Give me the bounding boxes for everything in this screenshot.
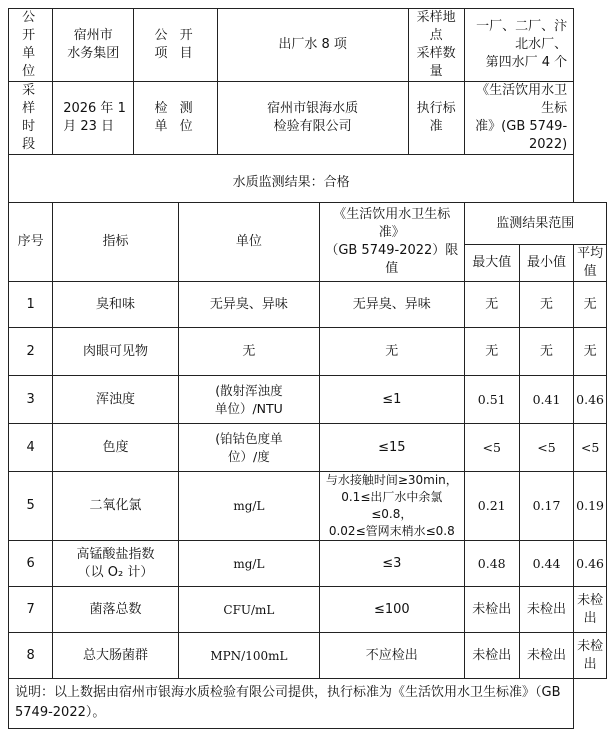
row-min: 无 (519, 328, 573, 376)
water-quality-table (8, 8, 607, 729)
table-row (9, 282, 607, 328)
row-indicator: 高锰酸盐指数 （以 O₂ 计） (53, 541, 179, 587)
row-min: 0.17 (519, 472, 573, 541)
table-row (9, 328, 607, 376)
testing-unit-value: 宿州市银海水质 检验有限公司 (217, 82, 408, 155)
row-seq: 6 (9, 541, 53, 587)
publish-item-label: 公 开 项 目 (134, 9, 217, 82)
row-avg: 0.19 (574, 472, 607, 541)
row-min: 无 (519, 282, 573, 328)
row-unit: (散射浑浊度 单位）/NTU (178, 376, 319, 424)
row-limit: 与水接触时间≥30min， 0.1≤出厂水中余氯≤0.8， 0.02≤管网末梢水≤0.8 (320, 472, 465, 541)
publish-unit-value: 宿州市 水务集团 (53, 9, 134, 82)
standard-value: 《生活饮用水卫生标 准》(GB 5749-2022) (464, 82, 574, 155)
sampling-period-value: 2026 年 1 月 23 日 (53, 82, 134, 155)
row-limit: ≤100 (320, 587, 465, 633)
row-seq: 2 (9, 328, 53, 376)
row-avg: 无 (574, 282, 607, 328)
testing-unit-label: 检 测 单 位 (134, 82, 217, 155)
row-indicator: 二氧化氯 (53, 472, 179, 541)
sampling-location-label: 采样地点 采样数量 (408, 9, 464, 82)
table-row (9, 424, 607, 472)
row-avg: 无 (574, 328, 607, 376)
row-min: 0.44 (519, 541, 573, 587)
spacer-row (9, 155, 607, 165)
col-seq: 序号 (9, 203, 53, 282)
result-banner: 水质监测结果：合格 (9, 165, 574, 203)
row-seq: 1 (9, 282, 53, 328)
row-min: 0.41 (519, 376, 573, 424)
row-unit: 无 (178, 328, 319, 376)
col-min: 最小值 (519, 245, 573, 282)
col-max: 最大值 (464, 245, 519, 282)
row-unit: mg/L (178, 541, 319, 587)
row-max: 0.21 (464, 472, 519, 541)
row-unit: MPN/100mL (178, 633, 319, 679)
row-unit: (铂钴色度单 位）/度 (178, 424, 319, 472)
col-range: 监测结果范围 (464, 203, 606, 245)
row-limit: 无异臭、异味 (320, 282, 465, 328)
column-header-row-1 (9, 203, 607, 245)
row-seq: 5 (9, 472, 53, 541)
publish-item-value: 出厂水 8 项 (217, 9, 408, 82)
row-unit: 无异臭、异味 (178, 282, 319, 328)
row-avg: 未检出 (574, 587, 607, 633)
col-indicator: 指标 (53, 203, 179, 282)
row-indicator: 肉眼可见物 (53, 328, 179, 376)
row-max: 未检出 (464, 587, 519, 633)
spacer-cell (9, 155, 574, 165)
footnote: 说明：以上数据由宿州市银海水质检验有限公司提供，执行标准为《生活饮用水卫生标准》（GB 5749-2022）。 (9, 679, 574, 729)
row-min: <5 (519, 424, 573, 472)
row-max: 无 (464, 282, 519, 328)
row-seq: 7 (9, 587, 53, 633)
row-limit: 不应检出 (320, 633, 465, 679)
row-indicator: 臭和味 (53, 282, 179, 328)
note-row (9, 679, 607, 729)
row-min: 未检出 (519, 587, 573, 633)
row-unit: CFU/mL (178, 587, 319, 633)
row-indicator: 总大肠菌群 (53, 633, 179, 679)
row-limit: ≤3 (320, 541, 465, 587)
row-avg: 0.46 (574, 376, 607, 424)
header-row-2 (9, 82, 607, 155)
row-min: 未检出 (519, 633, 573, 679)
row-limit: ≤15 (320, 424, 465, 472)
sampling-location-value: 一厂、二厂、汴北水厂、 第四水厂 4 个 (464, 9, 574, 82)
standard-label: 执行标准 (408, 82, 464, 155)
row-seq: 8 (9, 633, 53, 679)
row-limit: 无 (320, 328, 465, 376)
table-row (9, 587, 607, 633)
row-max: 无 (464, 328, 519, 376)
row-max: 未检出 (464, 633, 519, 679)
header-row-1 (9, 9, 607, 82)
result-banner-row (9, 165, 607, 203)
table-row (9, 633, 607, 679)
table-row (9, 376, 607, 424)
row-seq: 3 (9, 376, 53, 424)
row-avg: <5 (574, 424, 607, 472)
publish-unit-label: 公 开 单 位 (9, 9, 53, 82)
table-row (9, 541, 607, 587)
row-unit: mg/L (178, 472, 319, 541)
row-avg: 未检出 (574, 633, 607, 679)
row-max: 0.51 (464, 376, 519, 424)
row-avg: 0.46 (574, 541, 607, 587)
row-max: <5 (464, 424, 519, 472)
row-limit: ≤1 (320, 376, 465, 424)
col-unit: 单位 (178, 203, 319, 282)
col-limit: 《生活饮用水卫生标准》 （GB 5749-2022）限值 (320, 203, 465, 282)
sampling-period-label: 采 样 时 段 (9, 82, 53, 155)
table-row (9, 472, 607, 541)
row-indicator: 菌落总数 (53, 587, 179, 633)
row-indicator: 浑浊度 (53, 376, 179, 424)
row-indicator: 色度 (53, 424, 179, 472)
col-avg: 平均值 (574, 245, 607, 282)
row-max: 0.48 (464, 541, 519, 587)
row-seq: 4 (9, 424, 53, 472)
